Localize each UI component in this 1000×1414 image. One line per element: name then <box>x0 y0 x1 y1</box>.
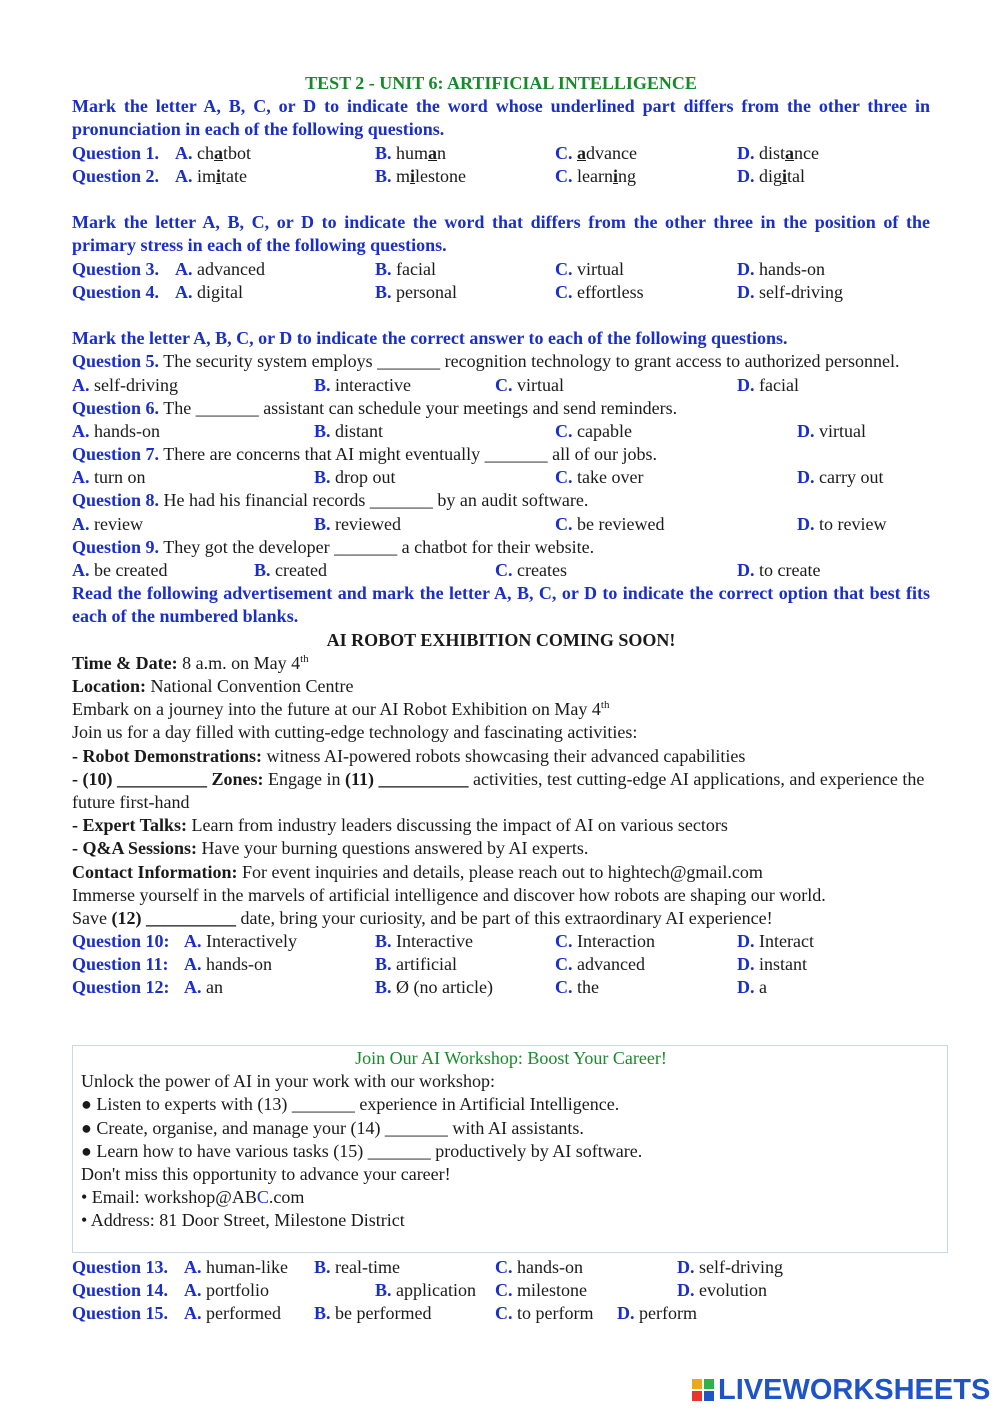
option-a[interactable]: A. an <box>184 977 223 998</box>
option-d[interactable]: D. carry out <box>797 467 884 488</box>
option-b[interactable]: B. drop out <box>314 467 396 488</box>
options-row <box>72 513 930 536</box>
option-c[interactable]: C. advanced <box>555 954 645 975</box>
option-b[interactable]: B. human <box>375 142 447 163</box>
ad-qa: - Q&A Sessions: Have your burning questions answered by AI experts. <box>72 838 589 859</box>
workshop-questions <box>72 1256 948 1326</box>
option-a[interactable]: A. be created <box>72 560 168 581</box>
section1-instruction: Mark the letter A, B, C, or D to indicate the word whose underlined part differs from the other three in pronunciation in each of the following questions. <box>72 96 930 140</box>
ad-time: Time & Date: 8 a.m. on May 4th <box>72 652 309 673</box>
option-d[interactable]: D. to create <box>737 560 821 581</box>
options-row <box>72 374 930 397</box>
option-d[interactable]: D. facial <box>737 374 799 395</box>
options-row <box>72 420 930 443</box>
option-b[interactable]: B. distant <box>314 420 384 441</box>
option-a[interactable]: A. turn on <box>72 467 146 488</box>
option-d[interactable]: D. digital <box>737 165 806 186</box>
question-row: Question 4. A. digital B. personal C. effortless D. self-driving <box>72 281 930 304</box>
question-row: Question 15. A. performed B. be performed C. to perform D. perform <box>72 1302 948 1325</box>
ad-save: Save (12) __________ date, bring your curiosity, and be part of this extraordinary AI experience! <box>72 907 773 928</box>
ad-join: Join us for a day filled with cutting-edge technology and fascinating activities: <box>72 722 638 743</box>
ad-contact: Contact Information: For event inquiries and details, please reach out to hightech@gmail.com <box>72 861 763 882</box>
option-b[interactable]: B. artificial <box>375 954 457 975</box>
question-row: Question 3. A. advanced B. facial C. virtual D. hands-on <box>72 258 930 281</box>
option-d[interactable]: D. to review <box>797 513 887 534</box>
option-c[interactable]: C. learning <box>555 165 636 186</box>
option-c[interactable]: C. virtual <box>555 258 624 279</box>
option-a[interactable]: A. portfolio <box>184 1280 269 1301</box>
question-stem: Question 7. There are concerns that AI might eventually _______ all of our jobs. <box>72 444 658 465</box>
question-stem: Question 6. The _______ assistant can schedule your meetings and send reminders. <box>72 397 678 418</box>
option-c[interactable]: C. effortless <box>555 281 644 302</box>
option-c[interactable]: C. be reviewed <box>555 513 665 534</box>
option-c[interactable]: C. hands-on <box>495 1257 583 1277</box>
workshop-address: • Address: 81 Door Street, Milestone District <box>81 1210 405 1231</box>
workshop-line: Don't miss this opportunity to advance your career! <box>81 1163 451 1184</box>
logo-text: LIVEWORKSHEETS <box>718 1373 991 1406</box>
option-a[interactable]: A. digital <box>175 281 243 302</box>
options-row <box>72 559 930 582</box>
option-a[interactable]: A. self-driving <box>72 374 178 395</box>
option-c[interactable]: C. to perform <box>495 1303 594 1324</box>
ad-zones: - (10) __________ Zones: Engage in (11) __________ activities, test cutting-edge AI applications, and experience the future first-hand <box>72 768 925 812</box>
ad-immerse: Immerse yourself in the marvels of artificial intelligence and discover how robots are shaping our world. <box>72 884 826 905</box>
question-row: Question 12: A. an B. Ø (no article) C. the D. a <box>72 976 930 999</box>
ad-robot: - Robot Demonstrations: witness AI-powered robots showcasing their advanced capabilities <box>72 745 746 766</box>
option-a[interactable]: A. advanced <box>175 258 265 279</box>
option-c[interactable]: C. advance <box>555 142 637 163</box>
option-a[interactable]: A. chatbot <box>175 142 252 163</box>
page-title: TEST 2 - UNIT 6: ARTIFICIAL INTELLIGENCE <box>305 73 697 93</box>
option-b[interactable]: B. milestone <box>375 165 467 186</box>
option-c[interactable]: C. capable <box>555 420 632 441</box>
ad-location: Location: National Convention Centre <box>72 676 354 696</box>
option-b[interactable]: B. facial <box>375 258 436 279</box>
question-row: Question 13. A. human-like B. real-time C. hands-on D. self-driving <box>72 1256 948 1279</box>
option-a[interactable]: A. hands-on <box>184 954 272 975</box>
option-b[interactable]: B. interactive <box>314 374 411 395</box>
option-b[interactable]: B. reviewed <box>314 513 401 534</box>
question-row: Question 10: A. Interactively B. Interactive C. Interaction D. Interact <box>72 930 930 953</box>
option-d[interactable]: D. self-driving <box>677 1257 783 1277</box>
option-b[interactable]: B. Interactive <box>375 931 473 952</box>
option-a[interactable]: A. human-like <box>184 1257 288 1277</box>
workshop-email: • Email: workshop@ABC.com <box>81 1187 305 1208</box>
option-b[interactable]: B. Ø (no article) <box>375 977 493 998</box>
workshop-line: ● Create, organise, and manage your (14) _______ with AI assistants. <box>81 1117 584 1138</box>
option-d[interactable]: D. a <box>737 977 767 998</box>
question-row: Question 14. A. portfolio B. application C. milestone D. evolution <box>72 1279 948 1302</box>
question-stem: Question 8. He had his financial records _______ by an audit software. <box>72 490 589 511</box>
option-d[interactable]: D. instant <box>737 954 807 975</box>
section2-instruction: Mark the letter A, B, C, or D to indicate the word that differs from the other three in the position of the primary stress in each of the following questions. <box>72 212 930 256</box>
workshop-title: Join Our AI Workshop: Boost Your Career! <box>355 1048 667 1068</box>
option-c[interactable]: C. the <box>555 977 599 998</box>
option-c[interactable]: C. creates <box>495 560 567 581</box>
question-row: Question 1. A. chatbot B. human C. advance D. distance <box>72 142 930 165</box>
workshop-line: ● Learn how to have various tasks (15) _______ productively by AI software. <box>81 1140 643 1161</box>
liveworksheets-logo[interactable] <box>692 1373 990 1407</box>
option-a[interactable]: A. review <box>72 513 143 534</box>
option-d[interactable]: D. distance <box>737 142 819 163</box>
option-c[interactable]: C. virtual <box>495 374 564 395</box>
worksheet-page <box>72 72 930 1000</box>
ad-embark: Embark on a journey into the future at our AI Robot Exhibition on May 4th <box>72 699 610 720</box>
option-a[interactable]: A. performed <box>184 1303 281 1324</box>
logo-icon <box>692 1379 714 1401</box>
option-d[interactable]: D. Interact <box>737 931 814 952</box>
workshop-line: Unlock the power of AI in your work with our workshop: <box>81 1071 495 1092</box>
option-b[interactable]: B. created <box>254 560 327 581</box>
option-d[interactable]: D. virtual <box>797 420 866 441</box>
question-stem: Question 5. The security system employs _______ recognition technology to grant access to authorized personnel. <box>72 351 900 372</box>
workshop-line: ● Listen to experts with (13) _______ experience in Artificial Intelligence. <box>81 1094 620 1115</box>
option-c[interactable]: C. Interaction <box>555 931 655 952</box>
option-d[interactable]: D. self-driving <box>737 281 843 302</box>
option-a[interactable]: A. Interactively <box>184 931 297 952</box>
question-row: Question 11: A. hands-on B. artificial C. advanced D. instant <box>72 953 930 976</box>
option-a[interactable]: A. imitate <box>175 165 248 186</box>
section4-instruction: Read the following advertisement and mark the letter A, B, C, or D to indicate the correct option that best fits each of the numbered blanks. <box>72 583 930 627</box>
ad-expert: - Expert Talks: Learn from industry leaders discussing the impact of AI on various sectors <box>72 815 728 836</box>
workshop-box <box>72 1045 948 1253</box>
option-b[interactable]: B. be performed <box>314 1303 432 1324</box>
option-d[interactable]: D. perform <box>617 1303 697 1324</box>
options-row <box>72 466 930 489</box>
question-stem: Question 9. They got the developer _______ a chatbot for their website. <box>72 536 595 557</box>
option-c[interactable]: C. take over <box>555 467 644 488</box>
section3-instruction: Mark the letter A, B, C, or D to indicate the correct answer to each of the following questions. <box>72 328 788 349</box>
option-d[interactable]: D. hands-on <box>737 258 825 279</box>
option-c[interactable]: C. milestone <box>495 1280 587 1301</box>
option-a[interactable]: A. hands-on <box>72 420 160 441</box>
question-row: Question 2. A. imitate B. milestone C. learning D. digital <box>72 165 930 188</box>
option-b[interactable]: B. real-time <box>314 1257 400 1277</box>
option-b[interactable]: B. application <box>375 1280 476 1301</box>
option-b[interactable]: B. personal <box>375 281 457 302</box>
ad-title: AI ROBOT EXHIBITION COMING SOON! <box>326 629 676 650</box>
option-d[interactable]: D. evolution <box>677 1280 767 1301</box>
